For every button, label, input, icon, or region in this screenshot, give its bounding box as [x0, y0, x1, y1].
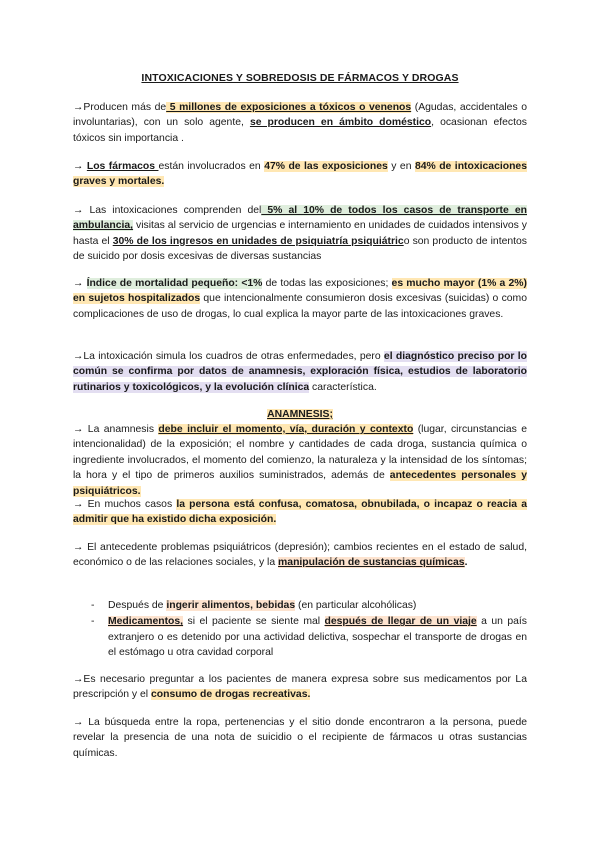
- list-item: - Medicamentos, si el paciente se siente mal después de llegar de un viaje a un país extranjero o es detenido por una actividad delictiva, sospechar el transporte de drogas en el estómago u otra cavidad corporal: [91, 616, 527, 659]
- paragraph-anamnesis: → La anamnesis debe incluir el momento, vía, duración y contexto (lugar, circunstancias e intencionalidad) de la exposición; el nombre y cantidades de cada droga, sustancia química o ingrediente involucrados, el momento del comienzo, la naturaleza y la intensidad de los síntomas; la hora y el tipo de primeros auxilios suministrados, además de antecedentes personales y psiquiátricos.: [73, 424, 528, 497]
- paragraph-busqueda: → La búsqueda entre la ropa, pertenencias y el sitio donde encontraron a la persona, puede revelar la presencia de una nota de suicidio o el recipiente de fármacos u otras sustancias químicas.: [73, 717, 527, 759]
- paragraph-farmacos: → Los fármacos están involucrados en 47% de las exposiciones y en 84% de intoxicaciones graves y mortales.: [73, 161, 527, 188]
- paragraph-medicamentos: →Es necesario preguntar a los pacientes de manera expresa sobre sus medicamentos por La prescripción y el consumo de drogas recreativas.: [73, 674, 527, 701]
- page-title: INTOXICACIONES Y SOBREDOSIS DE FÁRMACOS Y DROGAS: [141, 72, 459, 84]
- paragraph-intoxicaciones: → Las intoxicaciones comprenden del 5% al 10% de todos los casos de transporte en ambulancia, visitas al servicio de urgencias e internamiento en unidades de cuidados intensivos y hasta el 30% de los ingresos en unidades de psiquiatría psiquiátrico son producto de intentos de suicido por dosis excesivas de diversas sustancias: [73, 205, 527, 263]
- paragraph-diagnostico: →La intoxicación simula los cuadros de otras enfermedades, pero el diagnóstico preciso por lo común se confirma por datos de anamnesis, exploración física, estudios de laboratorio rutinarios y toxicológicos, y la evolución clínica característica.: [73, 351, 527, 393]
- paragraph-mortalidad: → Índice de mortalidad pequeño: <1% de todas las exposiciones; es mucho mayor (1% a 2%) en sujetos hospitalizados que intencionalmente consumieron dosis excesivas (suicidas) o como complicaciones de uso de drogas, lo cual explica la mayor parte de las intoxicaciones graves.: [73, 278, 527, 320]
- paragraph-exposiciones: →Producen más de 5 millones de exposiciones a tóxicos o venenos (Agudas, accidentales o involuntarias), con un solo agente, se producen en ámbito doméstico, ocasionan efectos tóxicos sin importancia .: [73, 102, 527, 144]
- heading-anamnesis: ANAMNESIS;: [267, 409, 333, 420]
- paragraph-confusa: → En muchos casos la persona está confusa, comatosa, obnubilada, o incapaz o reacia a admitir que ha existido dicha exposición.: [73, 499, 527, 526]
- list-item: - Después de ingerir alimentos, bebidas (en particular alcohólicas): [91, 600, 417, 611]
- list-sospecha: [73, 598, 527, 662]
- paragraph-antecedentes: → El antecedente problemas psiquiátricos (depresión); cambios recientes en el estado de salud, económico o de las relaciones sociales, y la manipulación de sustancias químicas.: [73, 542, 527, 569]
